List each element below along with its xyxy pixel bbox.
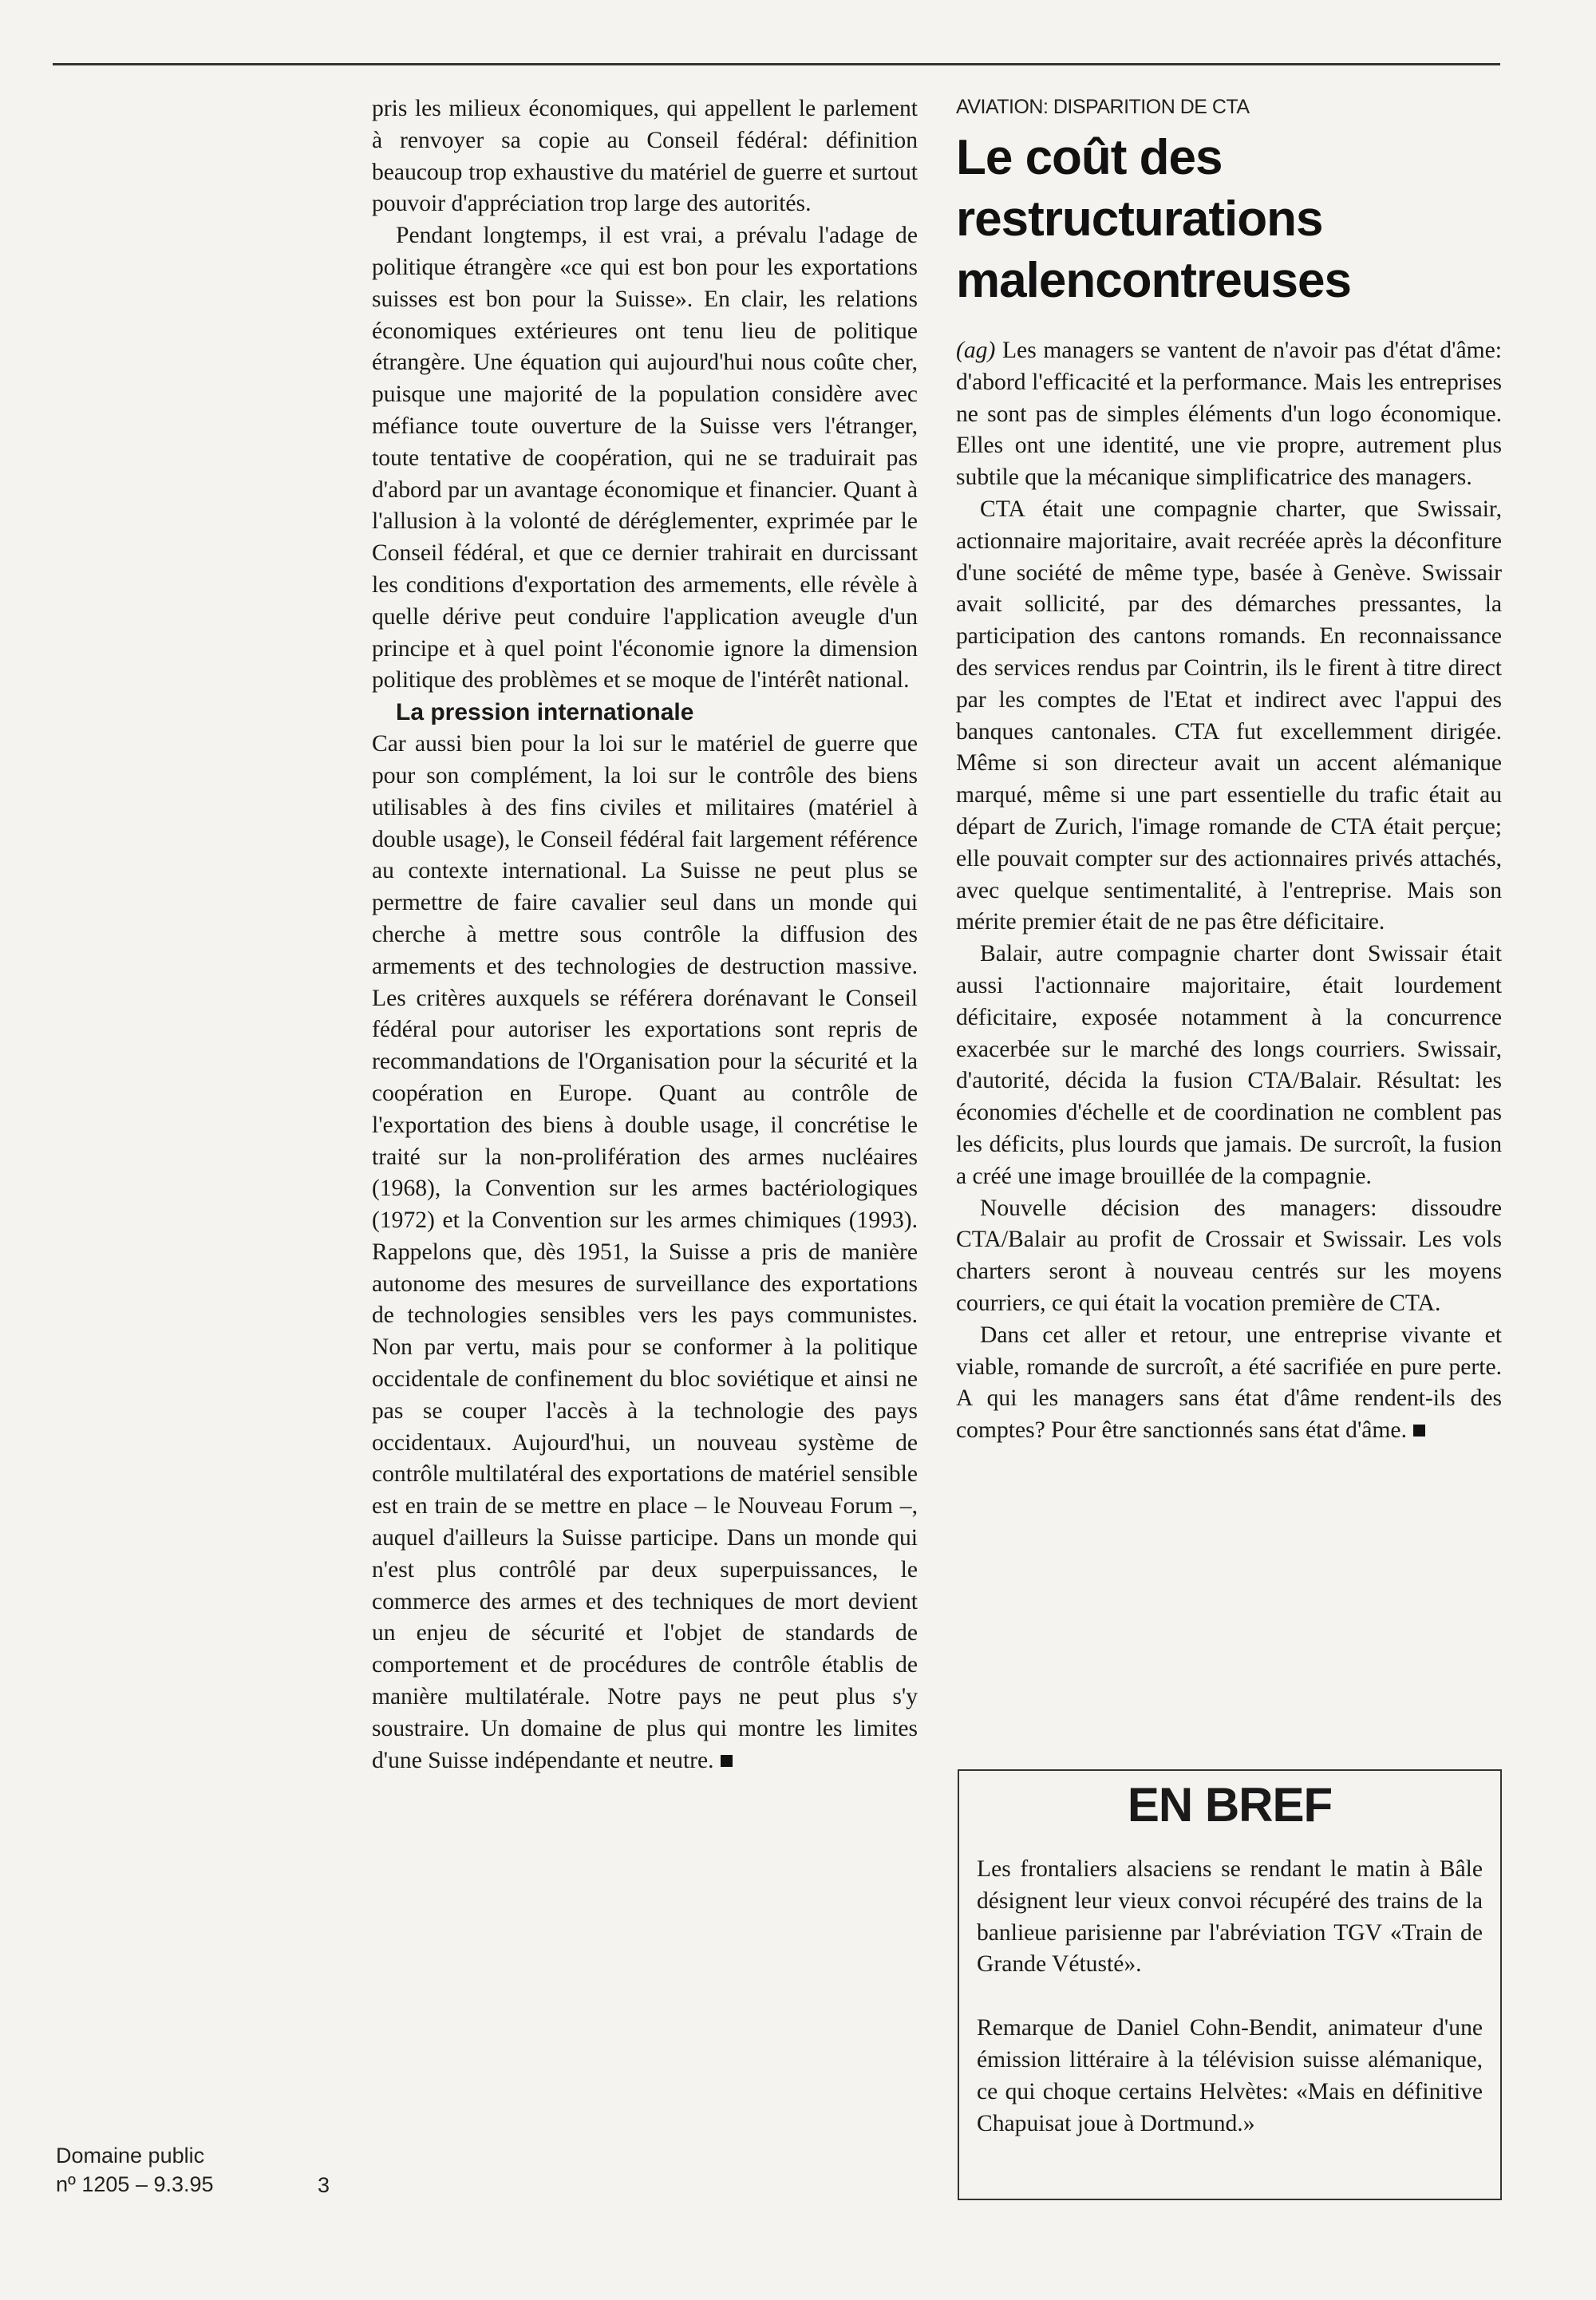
issue-number-date: nº 1205 – 9.3.95 — [56, 2172, 214, 2196]
author-initials: (ag) — [956, 338, 996, 363]
right-paragraph-1-text: Les managers se vantent de n'avoir pas d'état d'âme: d'abord l'efficacité et la performance. Mais les entreprises ne sont pas de simples éléments d'un logo économique. Elles ont une identité, une vie propre, autrement plus subtile que la mécanique simplificatrice des managers. — [956, 338, 1502, 491]
right-paragraph-1 — [956, 335, 1502, 494]
en-bref-title: EN BREF — [1127, 1778, 1333, 1832]
publication-footer — [56, 2141, 214, 2199]
publication-name: Domaine public — [56, 2144, 205, 2168]
left-paragraph-2: Pendant longtemps, il est vrai, a prévalu l'adage de politique étrangère «ce qui est bon pour les exportations suisses est bon pour la Suisse». En clair, les relations économiques extérieures ont tenu lieu de politique étrangère. Une équation qui aujourd'hui nous coûte cher, puisque une majorité de la population considère avec méfiance toute ouverture de la Suisse vers l'étranger, toute tentative de coopération, qui ne se traduirait pas d'abord par un avantage économique et financier. Quant à l'allusion à la volonté de déréglementer, exprimée par le Conseil fédéral, et que ce dernier trahirait en durcissant les conditions d'exportation des armements, elle révèle à quelle dérive peut conduire l'application aveugle d'un principe et à quel point l'économie ignore la dimension politique des problèmes et se moque de l'intérêt national. — [372, 223, 918, 694]
left-paragraph-3-text: Car aussi bien pour la loi sur le matériel de guerre que pour son complément, la loi sur le contrôle des biens utilisables à des fins civiles et militaires (matériel à double usage), le Conseil fédéral fait largement référence au contexte international. La Suisse ne peut plus se permettre de faire cavalier seul dans un monde qui cherche à mettre sous contrôle la diffusion des armements et des technologies de destruction massive. Les critères auxquels se référera dorénavant le Conseil fédéral pour autoriser les exportations sont repris de recommandations de l'Organisation pour la sécurité et la coopération en Europe. Quant au contrôle de l'exportation des biens à double usage, il concrétise le traité sur la non-prolifération des armes nucléaires (1968), la Convention sur les armes bactériologiques (1972) et la Convention sur les armes chimiques (1993). Rappelons que, dès 1951, la Suisse a pris de manière autonome des mesures de surveillance des exportations de technologies sensibles vers les pays communistes. Non par vertu, mais pour se conformer à la politique occidentale de confinement du bloc soviétique et ainsi ne pas se couper l'accès à la technologie des pays occidentaux. Aujourd'hui, un nouveau système de contrôle multilatéral des exportations de matériel sensible est en train de se mettre en place – le Nouveau Forum –, auquel d'ailleurs la Suisse participe. Dans un monde qui n'est plus contrôlé par deux superpuissances, le commerce des armes et des techniques de mort devient un enjeu de sécurité et l'objet de standards de comportement et de procédures de contrôle établis de manière multilatérale. Notre pays ne peut plus s'y soustraire. Un domaine de plus qui montre les limites d'une Suisse indépendante et neutre. — [372, 731, 918, 1773]
en-bref-item-1: Les frontaliers alsaciens se rendant le matin à Bâle désignent leur vieux convoi récupéré des trains de la banlieue parisienne par l'abréviation TGV «Train de Grande Vétusté». — [977, 1856, 1483, 1978]
left-paragraph-3 — [372, 729, 918, 1776]
en-bref-item-2: Remarque de Daniel Cohn-Bendit, animateur d'une émission littéraire à la télévision suisse alémanique, ce qui choque certains Helvètes: «Mais en définitive Chapuisat joue à Dortmund.» — [977, 2015, 1483, 2136]
left-column — [372, 93, 918, 1776]
right-paragraph-5 — [956, 1320, 1502, 1447]
article-kicker: AVIATION: DISPARITION DE CTA — [956, 96, 1250, 118]
right-paragraph-4: Nouvelle décision des managers: dissoudre CTA/Balair au profit de Crossair et Swissair. Les vols charters seront à nouveau centrés sur les moyens courriers, ce qui était la vocation première de CTA. — [956, 1195, 1502, 1316]
right-article — [956, 93, 1502, 1447]
page-number: 3 — [318, 2173, 330, 2197]
right-paragraph-3: Balair, autre compagnie charter dont Swissair était aussi l'actionnaire majoritaire, était lourdement déficitaire, exposée notamment à la concurrence exacerbée sur le marché des longs courriers. Swissair, d'autorité, décida la fusion CTA/Balair. Résultat: les économies d'échelle et de coordination ne comblent pas les déficits, plus lourds que jamais. De surcroît, la fusion a créé une image brouillée de la compagnie. — [956, 941, 1502, 1189]
end-of-article-mark — [721, 1755, 733, 1767]
top-rule — [53, 63, 1500, 65]
left-paragraph-1: pris les milieux économiques, qui appellent le parlement à renvoyer sa copie au Conseil fédéral: définition beaucoup trop exhaustive du matériel de guerre et surtout pouvoir d'appréciation trop large des autorités. — [372, 96, 918, 217]
end-of-article-mark — [1413, 1425, 1425, 1437]
article-headline: Le coût des restructurations malencontreuses — [956, 130, 1351, 308]
right-paragraph-2: CTA était une compagnie charter, que Swissair, actionnaire majoritaire, avait recréée après la déconfiture d'une société de même type, basée à Genève. Swissair avait sollicité, par des démarches pressantes, la participation des cantons romands. En reconnaissance des services rendus par Cointrin, ils le firent à titre direct par les comptes de l'Etat et indirect avec l'appui des banques cantonales. CTA fut excellemment dirigée. Même si son directeur avait un accent alémanique marqué, même si une part essentielle du trafic était au départ de Zurich, l'image romande de CTA était perçue; elle pouvait compter sur des actionnaires privés attachés, avec quelque sentimentalité, à l'entreprise. Mais son mérite premier était de ne pas être déficitaire. — [956, 496, 1502, 935]
right-paragraph-5-text: Dans cet aller et retour, une entreprise vivante et viable, romande de surcroît, a été sacrifiée en pure perte. A qui les managers sans état d'âme rendent-ils des comptes? Pour être sanctionnés sans état d'âme. — [956, 1322, 1502, 1444]
en-bref-box — [958, 1769, 1502, 2200]
section-subheading: La pression internationale — [396, 699, 694, 726]
